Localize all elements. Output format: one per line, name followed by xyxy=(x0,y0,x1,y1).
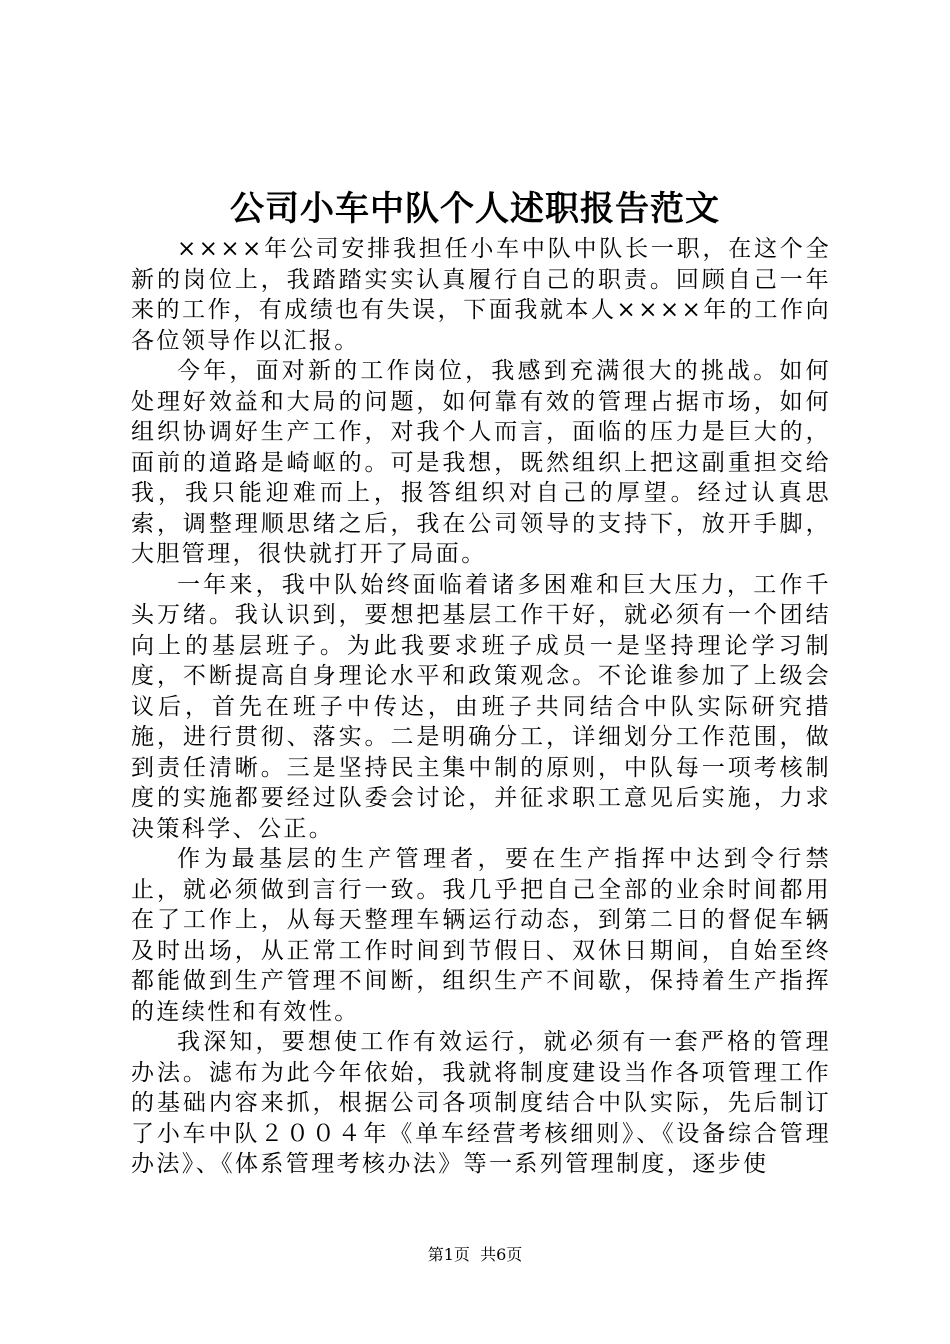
paragraph-1: ××××年公司安排我担任小车中队中队长一职，在这个全新的岗位上，我踏踏实实认真履行自己的职责。回顾自己一年来的工作，有成绩也有失误，下面我就本人××××年的工作向各位领导作以汇报。 xyxy=(131,236,831,354)
document-title: 公司小车中队个人述职报告范文 xyxy=(230,189,720,229)
paragraph-4: 作为最基层的生产管理者，要在生产指挥中达到令行禁止，就必须做到言行一致。我几乎把自己全部的业余时间都用在了工作上，从每天整理车辆运行动态，到第二日的督促车辆及时出场，从正常工作时间到节假日、双休日期间，自始至终都能做到生产管理不间断，组织生产不间歇，保持着生产指挥的连续性和有效性。 xyxy=(131,846,831,1025)
document-body xyxy=(131,234,831,1180)
paragraph-5: 我深知，要想使工作有效运行，就必须有一套严格的管理办法。滤布为此今年依始，我就将制度建设当作各项管理工作的基础内容来抓，根据公司各项制度结合中队实际，先后制订了小车中队２００４年《单车经营考核细则》、《设备综合管理办法》、《体系管理考核办法》等一系列管理制度，逐步使 xyxy=(131,1029,831,1177)
page-footer xyxy=(0,1244,950,1266)
paragraph-2: 今年，面对新的工作岗位，我感到充满很大的挑战。如何处理好效益和大局的问题，如何靠有效的管理占据市场，如何组织协调好生产工作，对我个人而言，面临的压力是巨大的，面前的道路是崎岖的。可是我想，既然组织上把这副重担交给我，我只能迎难而上，报答组织对自己的厚望。经过认真思索，调整理顺思绪之后，我在公司领导的支持下，放开手脚，大胆管理，很快就打开了局面。 xyxy=(131,358,831,567)
page-number-label: 第1页 共6页 xyxy=(427,1245,523,1264)
paragraph-3: 一年来，我中队始终面临着诸多困难和巨大压力，工作千头万绪。我认识到，要想把基层工作干好，就必须有一个团结向上的基层班子。为此我要求班子成员一是坚持理论学习制度，不断提高自身理论水平和政策观念。不论谁参加了上级会议后，首先在班子中传达，由班子共同结合中队实际研究措施，进行贯彻、落实。二是明确分工，详细划分工作范围，做到责任清晰。三是坚持民主集中制的原则，中队每一项考核制度的实施都要经过队委会讨论，并征求职工意见后实施，力求决策科学、公正。 xyxy=(131,571,831,842)
